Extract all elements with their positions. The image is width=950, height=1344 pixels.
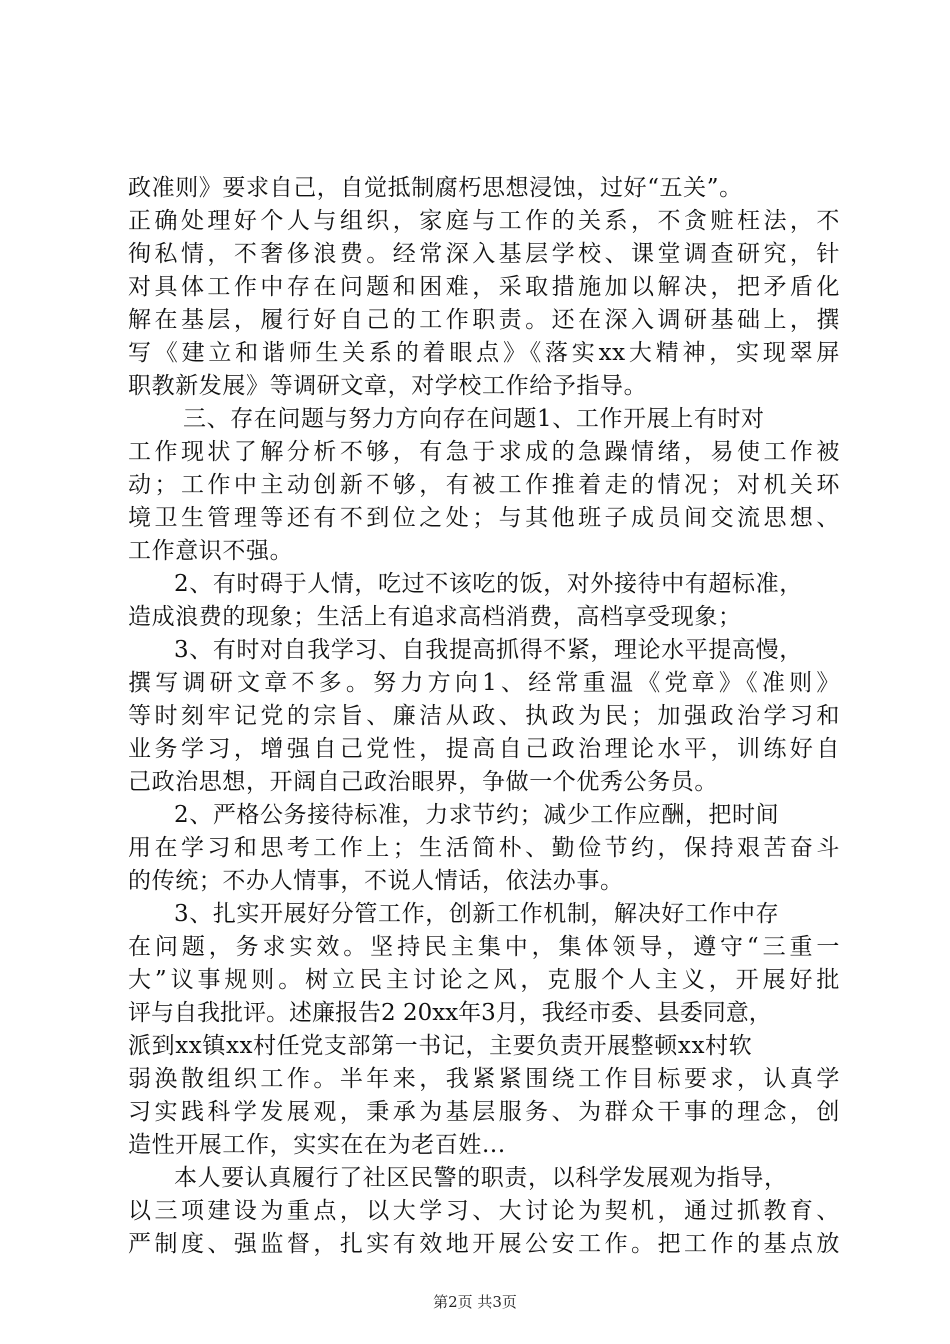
text-line: 徇私情，不奢侈浪费。经常深入基层学校、课堂调查研究，针 <box>128 241 840 267</box>
text-line: 评与自我批评。述廉报告2 20xx年3月，我经市委、县委同意， <box>128 1000 772 1026</box>
text-line: 工作现状了解分析不够，有急于求成的急躁情绪，易使工作被 <box>128 439 840 465</box>
paragraph-start-line: 本人要认真履行了社区民警的职责，以科学发展观为指导， <box>174 1165 788 1191</box>
text-line: 正确处理好个人与组织，家庭与工作的关系，不贪赃枉法，不 <box>128 208 840 234</box>
text-line: 己政治思想，开阔自己政治眼界，争做一个优秀公务员。 <box>128 769 718 795</box>
text-line: 动；工作中主动创新不够，有被工作推着走的情况；对机关环 <box>128 472 840 498</box>
text-line: 造性开展工作，实实在在为老百姓... <box>128 1132 506 1158</box>
document-body <box>128 172 840 1261</box>
page-footer <box>0 1292 950 1312</box>
text-line: 等时刻牢记党的宗旨、廉洁从政、执政为民；加强政治学习和 <box>128 703 840 729</box>
text-line: 大”议事规则。树立民主讨论之风，克服个人主义，开展好批 <box>128 967 840 993</box>
text-line: 对具体工作中存在问题和困难，采取措施加以解决，把矛盾化 <box>128 274 840 300</box>
text-line: 弱涣散组织工作。半年来，我紧紧围绕工作目标要求，认真学 <box>128 1066 840 1092</box>
text-line: 撰写调研文章不多。努力方向1、经常重温《党章》《准则》 <box>128 670 840 696</box>
text-line: 造成浪费的现象；生活上有追求高档消费，高档享受现象； <box>128 604 742 630</box>
paragraph-start-line: 2、有时碍于人情，吃过不该吃的饭，对外接待中有超标准， <box>174 571 803 597</box>
text-line: 在问题，务求实效。坚持民主集中，集体领导，遵守“三重一 <box>128 934 840 960</box>
text-line: 政准则》要求自己，自觉抵制腐朽思想浸蚀，过好“五关”。 <box>128 175 743 201</box>
text-line: 境卫生管理等还有不到位之处；与其他班子成员间交流思想、 <box>128 505 840 531</box>
text-line: 工作意识不强。 <box>128 538 294 564</box>
paragraph-start-line: 2、严格公务接待标准，力求节约；减少工作应酬，把时间 <box>174 802 780 828</box>
text-line: 写《建立和谐师生关系的着眼点》《落实xx大精神，实现翠屏 <box>128 340 840 366</box>
text-line: 的传统；不办人情事，不说人情话，依法办事。 <box>128 868 624 894</box>
text-line: 派到xx镇xx村任党支部第一书记，主要负责开展整顿xx村软 <box>128 1033 753 1059</box>
text-line: 用在学习和思考工作上；生活简朴、勤俭节约，保持艰苦奋斗 <box>128 835 840 861</box>
paragraph-start-line: 3、扎实开展好分管工作，创新工作机制，解决好工作中存 <box>174 901 780 927</box>
paragraph-start-line: 3、有时对自我学习、自我提高抓得不紧，理论水平提高慢， <box>174 637 803 663</box>
text-line: 习实践科学发展观，秉承为基层服务、为群众干事的理念，创 <box>128 1099 840 1125</box>
text-line: 职教新发展》等调研文章，对学校工作给予指导。 <box>128 373 648 399</box>
text-line: 业务学习，增强自己党性，提高自己政治理论水平，训练好自 <box>128 736 840 762</box>
text-line: 严制度、强监督，扎实有效地开展公安工作。把工作的基点放 <box>128 1231 840 1257</box>
paragraph-start-line: 三、存在问题与努力方向存在问题1、工作开展上有时对 <box>183 406 765 432</box>
text-line: 以三项建设为重点，以大学习、大讨论为契机，通过抓教育、 <box>128 1198 840 1224</box>
text-line: 解在基层，履行好自己的工作职责。还在深入调研基础上，撰 <box>128 307 840 333</box>
page-number-label: 第2页 共3页 <box>433 1293 517 1311</box>
